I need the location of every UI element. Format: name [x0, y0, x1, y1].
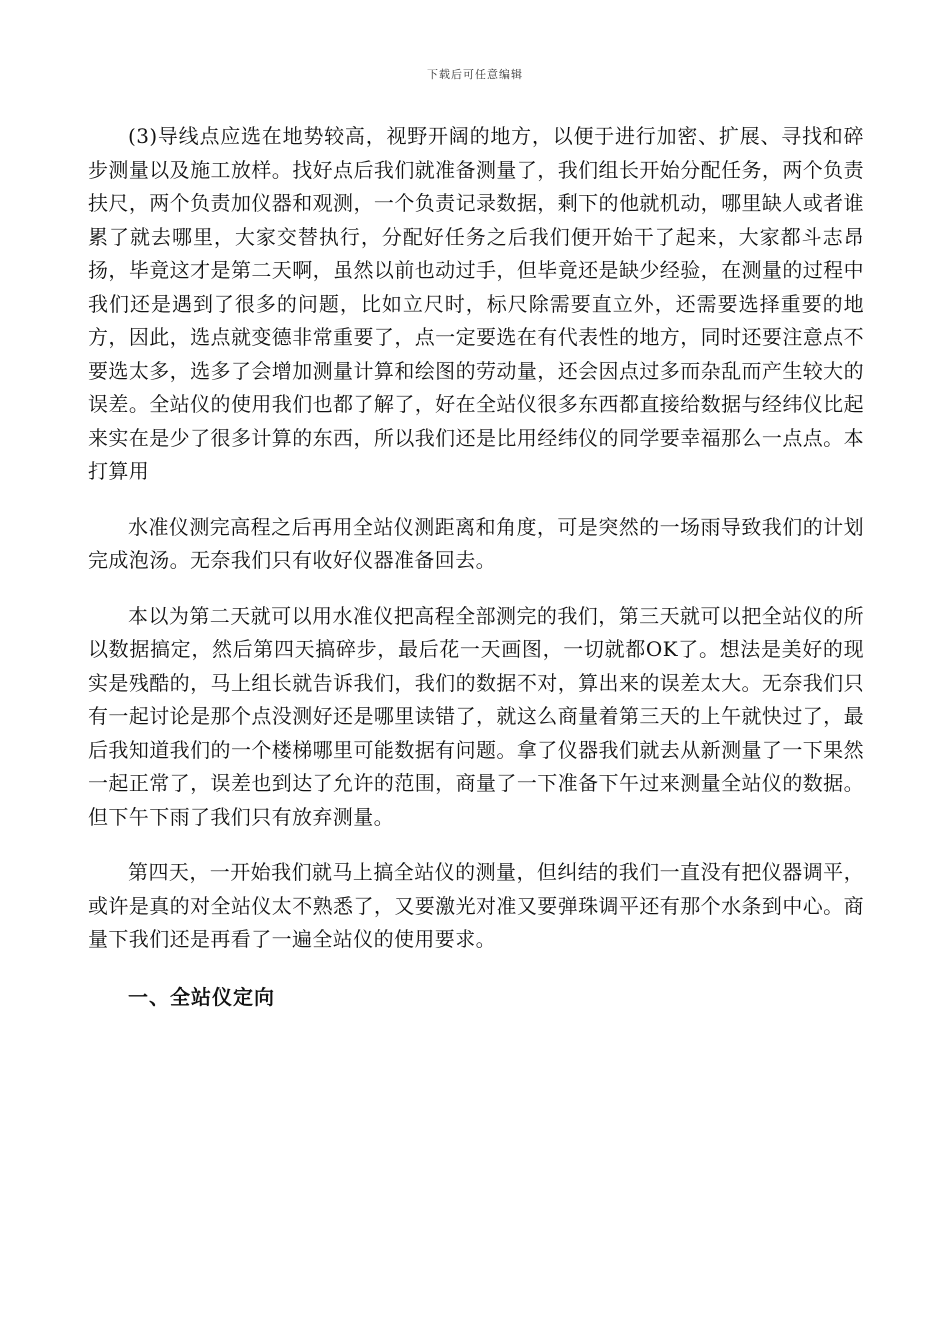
paragraph: 水准仪测完高程之后再用全站仪测距离和角度，可是突然的一场雨导致我们的计划完成泡汤。无奈我们只有收好仪器准备回去。: [88, 514, 864, 572]
section-heading: 一、全站仪定向: [128, 984, 275, 1009]
paragraph: (3)导线点应选在地势较高，视野开阔的地方，以便于进行加密、扩展、寻找和碎步测量以及施工放样。找好点后我们就准备测量了，我们组长开始分配任务，两个负责扶尺，两个负责加仪器和观测，一个负责记录数据，剩下的他就机动，哪里缺人或者谁累了就去哪里，大家交替执行，分配好任务之后我们便开始干了起来，大家都斗志昂扬，毕竟这才是第二天啊，虽然以前也动过手，但毕竟还是缺少经验，在测量的过程中我们还是遇到了很多的问题，比如立尺时，标尺除需要直立外，还需要选择重要的地方，因此，选点就变德非常重要了，点一定要选在有代表性的地方，同时还要注意点不要选太多，选多了会增加测量计算和绘图的劳动量，还会因点过多而杂乱而产生较大的误差。全站仪的使用我们也都了解了，好在全站仪很多东西都直接给数据与经纬仪比起来实在是少了很多计算的东西，所以我们还是比用经纬仪的同学要幸福那么一点点。本打算用: [88, 124, 864, 483]
document-body: [88, 120, 864, 1014]
paragraph: 本以为第二天就可以用水准仪把高程全部测完的我们，第三天就可以把全站仪的所以数据搞定，然后第四天搞碎步，最后花一天画图，一切就都OK了。想法是美好的现实是残酷的，马上组长就告诉我们，我们的数据不对，算出来的误差太大。无奈我们只有一起讨论是那个点没测好还是哪里读错了，就这么商量着第三天的上午就快过了，最后我知道我们的一个楼梯哪里可能数据有问题。拿了仪器我们就去从新测量了一下果然一起正常了，误差也到达了允许的范围，商量了一下准备下午过来测量全站仪的数据。但下午下雨了我们只有放弃测量。: [88, 603, 864, 829]
page-header: 下载后可任意编辑: [427, 68, 523, 81]
paragraph: 第四天，一开始我们就马上搞全站仪的测量，但纠结的我们一直没有把仪器调平，或许是真的对全站仪太不熟悉了，又要激光对准又要弹珠调平还有那个水条到中心。商量下我们还是再看了一遍全站仪的使用要求。: [88, 860, 864, 951]
